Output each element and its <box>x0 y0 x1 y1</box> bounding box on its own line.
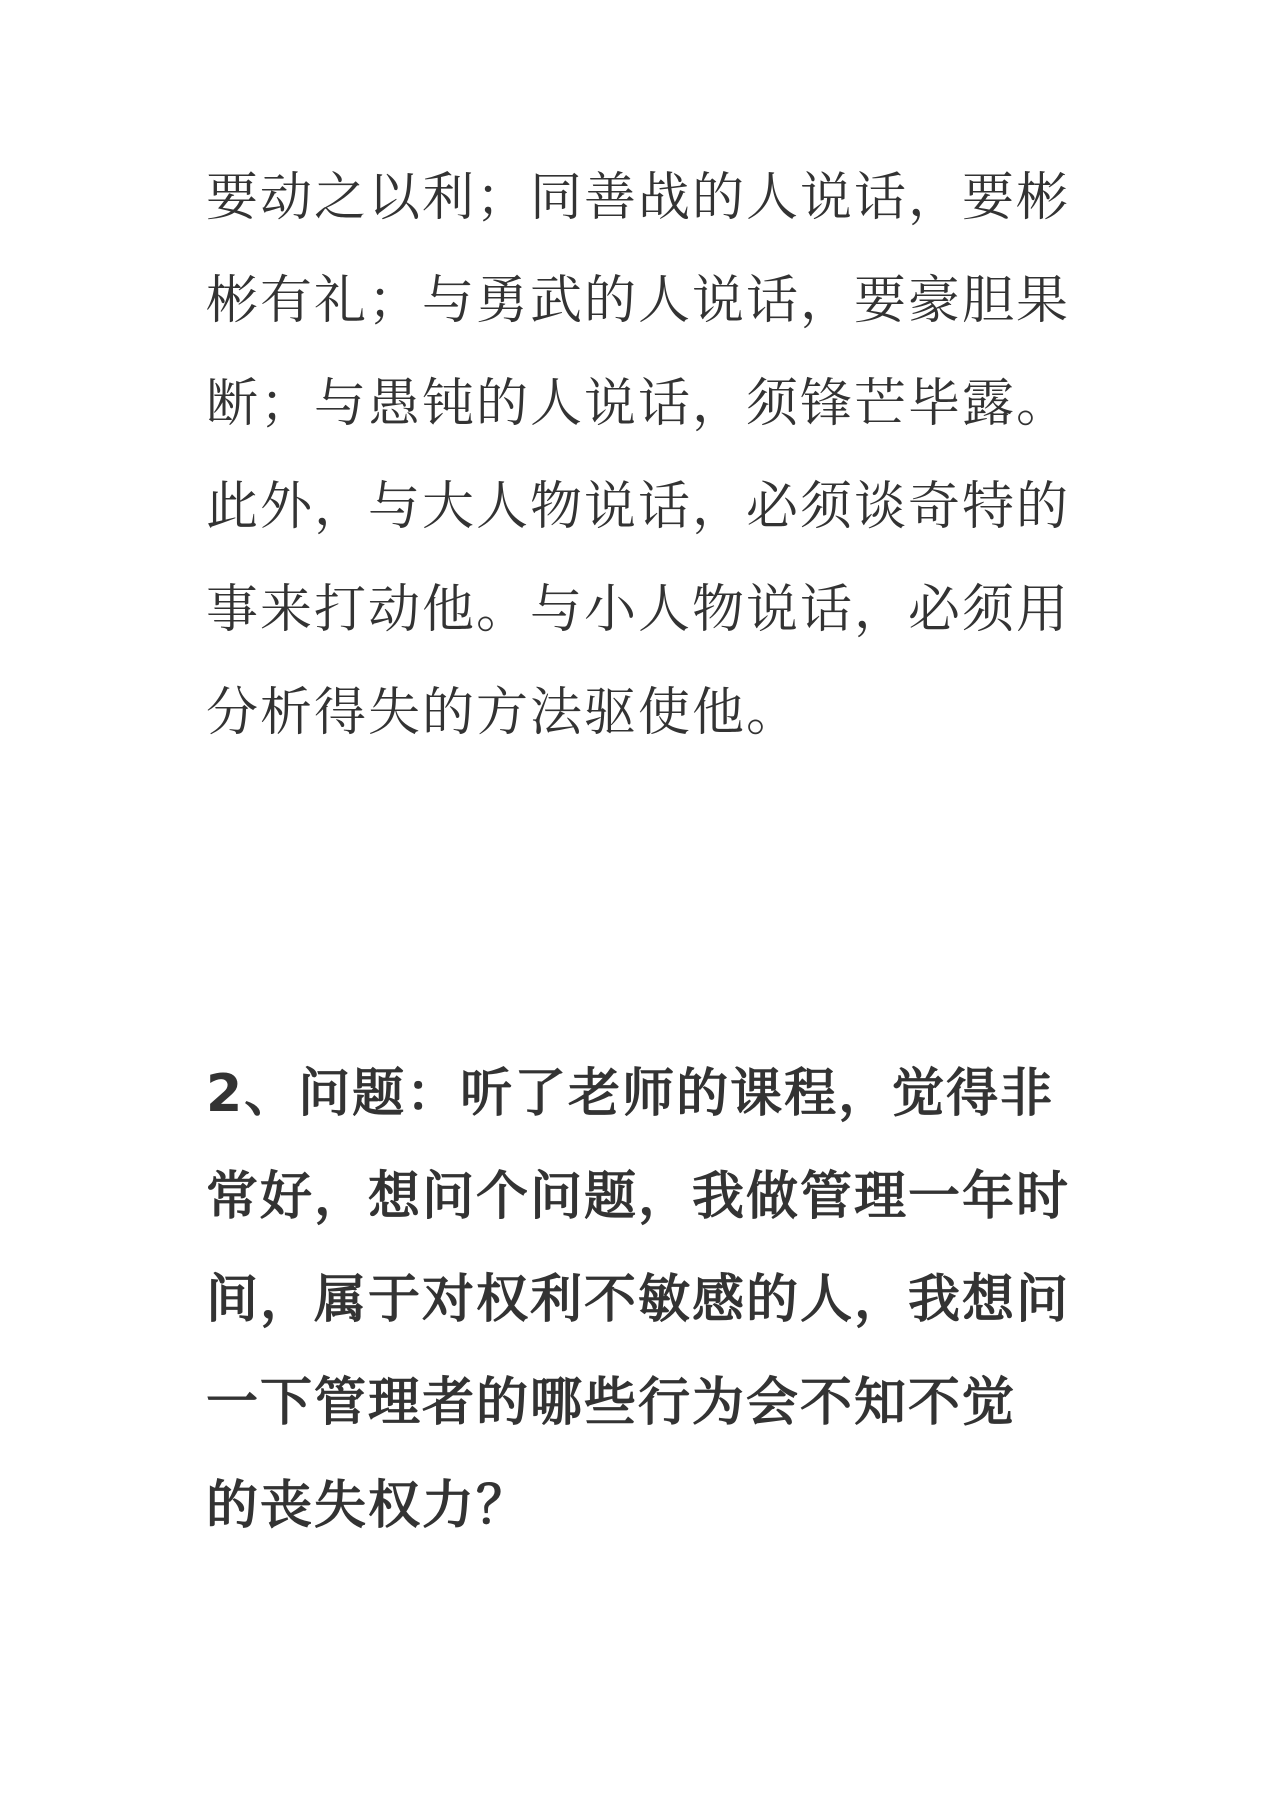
text-line: 断；与愚钝的人说话，须锋芒毕露。 <box>206 374 1071 434</box>
body-paragraph <box>206 166 1086 784</box>
text-line: 此外，与大人物说话，必须谈奇特的 <box>206 477 1071 537</box>
question-paragraph <box>206 1062 1086 1577</box>
question-line: 常好，想问个问题，我做管理一年时 <box>206 1167 1071 1227</box>
question-line: 一下管理者的哪些行为会不知不觉 <box>206 1373 1017 1433</box>
text-line: 彬有礼；与勇武的人说话，要豪胆果 <box>206 271 1071 331</box>
text-line: 要动之以利；同善战的人说话，要彬 <box>206 168 1071 228</box>
question-line: 2、问题：听了老师的课程，觉得非 <box>206 1064 1055 1124</box>
text-line: 事来打动他。与小人物说话，必须用 <box>206 580 1071 640</box>
question-line: 的丧失权力？ <box>206 1476 531 1536</box>
question-line: 间，属于对权利不敏感的人，我想问 <box>206 1270 1071 1330</box>
text-line: 分析得失的方法驱使他。 <box>206 683 801 743</box>
